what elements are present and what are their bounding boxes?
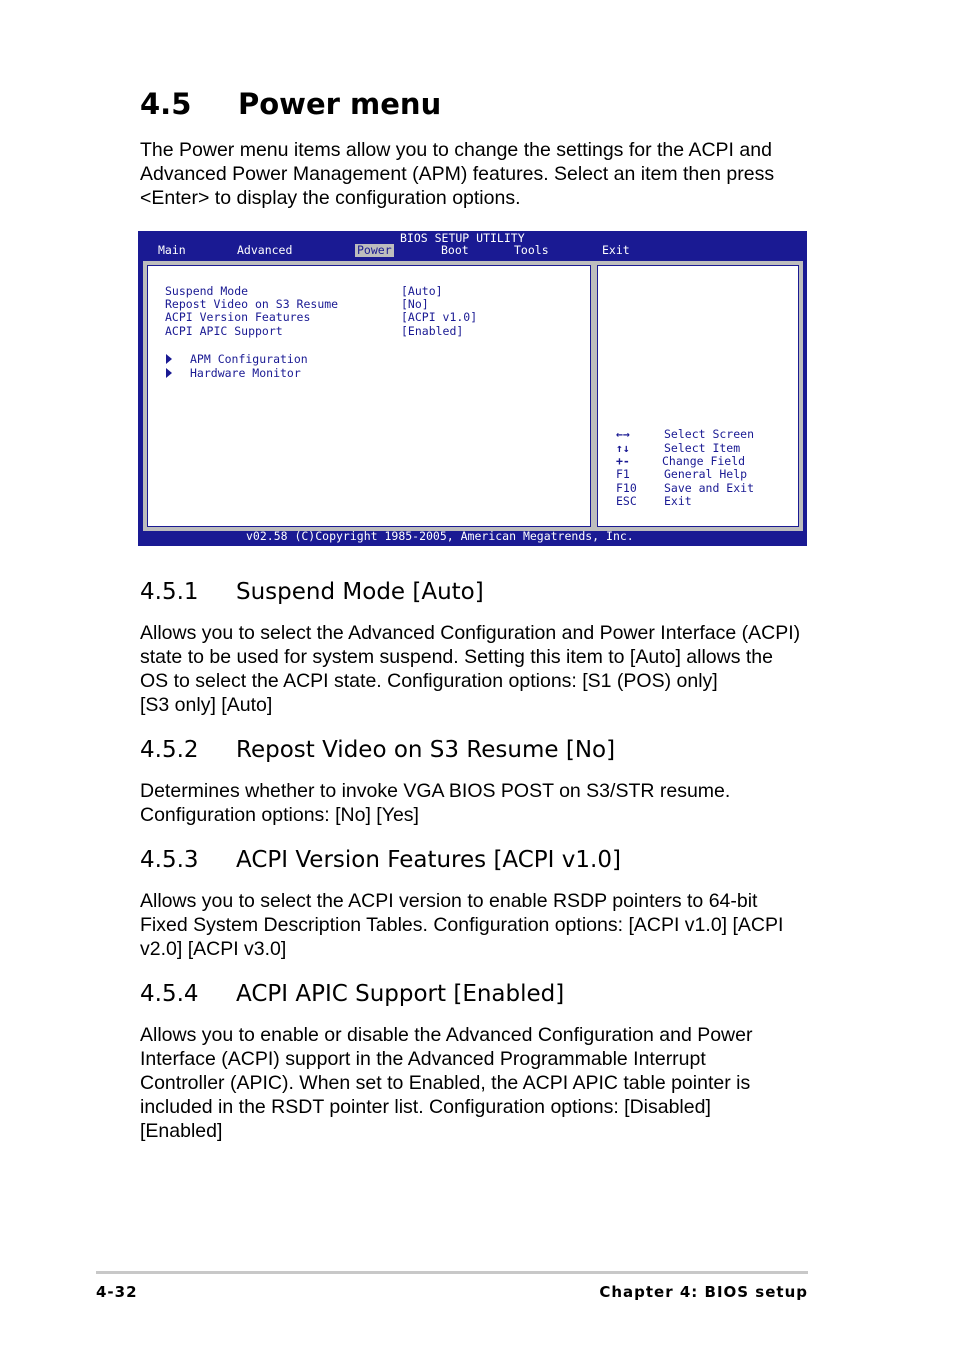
intro-line: The Power menu items allow you to change the settings for the ACPI and (140, 139, 772, 161)
tab-advanced[interactable]: Advanced (237, 243, 293, 257)
setting-value[interactable]: [No] (401, 297, 429, 311)
section-number: 4.5.4 (140, 981, 199, 1007)
page-title-text: Power menu (238, 87, 442, 121)
key-plus-minus: +- (616, 454, 630, 468)
section-line: v2.0] [ACPI v3.0] (140, 938, 287, 960)
section-line: Interface (ACPI) support in the Advanced Programmable Interrupt (140, 1048, 706, 1070)
section-number: 4.5.2 (140, 737, 199, 763)
submenu-arrow-icon (166, 368, 172, 378)
key-f10: F10 (616, 481, 637, 495)
submenu-apm-configuration[interactable]: APM Configuration (190, 352, 308, 366)
help-pane (597, 265, 799, 527)
section-line: Allows you to enable or disable the Advanced Configuration and Power (140, 1024, 753, 1046)
tab-boot[interactable]: Boot (441, 243, 469, 257)
intro-line: <Enter> to display the configuration options. (140, 187, 521, 209)
section-line: state to be used for system suspend. Setting this item to [Auto] allows the (140, 646, 773, 668)
key-arrows-ud-icon: ↑↓ (616, 441, 630, 455)
key-description: Select Screen (664, 427, 755, 441)
section-line: OS to select the ACPI state. Configuration options: [S1 (POS) only] (140, 670, 718, 692)
page-number: 4-32 (96, 1283, 138, 1301)
section-paragraph (140, 779, 820, 827)
section-heading-suspend-mode (140, 577, 484, 607)
setting-value[interactable]: [Auto] (401, 284, 443, 298)
page-title (140, 84, 441, 124)
section-title: ACPI Version Features [ACPI v1.0] (236, 847, 621, 873)
key-description: Exit (664, 494, 692, 508)
key-description: Save and Exit (664, 481, 755, 495)
key-arrows-lr-icon: ←→ (616, 427, 630, 441)
bios-title: BIOS SETUP UTILITY (400, 231, 525, 245)
section-line: included in the RSDT pointer list. Configuration options: [Disabled] (140, 1096, 711, 1118)
key-description: Select Item (664, 441, 741, 455)
page-title-number: 4.5 (140, 87, 192, 121)
tab-exit[interactable]: Exit (602, 243, 630, 257)
section-number: 4.5.3 (140, 847, 199, 873)
key-description: Change Field (662, 454, 746, 468)
section-paragraph (140, 1023, 820, 1143)
setting-label[interactable]: ACPI Version Features (165, 310, 311, 324)
tab-tools[interactable]: Tools (514, 243, 549, 257)
key-esc: ESC (616, 494, 637, 508)
footer-rule (96, 1271, 808, 1274)
setting-label[interactable]: ACPI APIC Support (165, 324, 283, 338)
chapter-label: Chapter 4: BIOS setup (599, 1283, 808, 1301)
section-line: [S3 only] [Auto] (140, 694, 273, 716)
bios-copyright: v02.58 (C)Copyright 1985-2005, American Megatrends, Inc. (246, 529, 634, 543)
bios-screen (138, 231, 807, 546)
key-f1: F1 (616, 467, 630, 481)
setting-label[interactable]: Suspend Mode (165, 284, 249, 298)
tab-power[interactable]: Power (357, 243, 392, 257)
section-title: Suspend Mode [Auto] (236, 579, 484, 605)
setting-value[interactable]: [Enabled] (401, 324, 464, 338)
section-line: Allows you to select the ACPI version to enable RSDP pointers to 64-bit (140, 890, 758, 912)
bios-frame (143, 261, 803, 531)
section-paragraph (140, 621, 820, 717)
tab-main[interactable]: Main (158, 243, 186, 257)
setting-value[interactable]: [ACPI v1.0] (401, 310, 478, 324)
key-description: General Help (664, 467, 748, 481)
section-line: [Enabled] (140, 1120, 223, 1142)
section-line: Determines whether to invoke VGA BIOS POST on S3/STR resume. (140, 780, 731, 802)
submenu-arrow-icon (166, 354, 172, 364)
setting-label[interactable]: Repost Video on S3 Resume (165, 297, 339, 311)
section-line: Fixed System Description Tables. Configuration options: [ACPI v1.0] [ACPI (140, 914, 784, 936)
section-line: Configuration options: [No] [Yes] (140, 804, 419, 826)
section-number: 4.5.1 (140, 579, 199, 605)
submenu-hardware-monitor[interactable]: Hardware Monitor (190, 366, 301, 380)
intro-line: Advanced Power Management (APM) features. Select an item then press (140, 163, 775, 185)
section-paragraph (140, 889, 820, 961)
section-heading-repost-video (140, 735, 615, 765)
section-line: Allows you to select the Advanced Configuration and Power Interface (ACPI) (140, 622, 801, 644)
section-heading-acpi-apic (140, 979, 564, 1009)
section-heading-acpi-version (140, 845, 621, 875)
settings-pane (147, 265, 591, 527)
section-title: ACPI APIC Support [Enabled] (236, 981, 565, 1007)
section-title: Repost Video on S3 Resume [No] (236, 737, 616, 763)
section-line: Controller (APIC). When set to Enabled, the ACPI APIC table pointer is (140, 1072, 751, 1094)
intro-paragraph (140, 138, 820, 210)
